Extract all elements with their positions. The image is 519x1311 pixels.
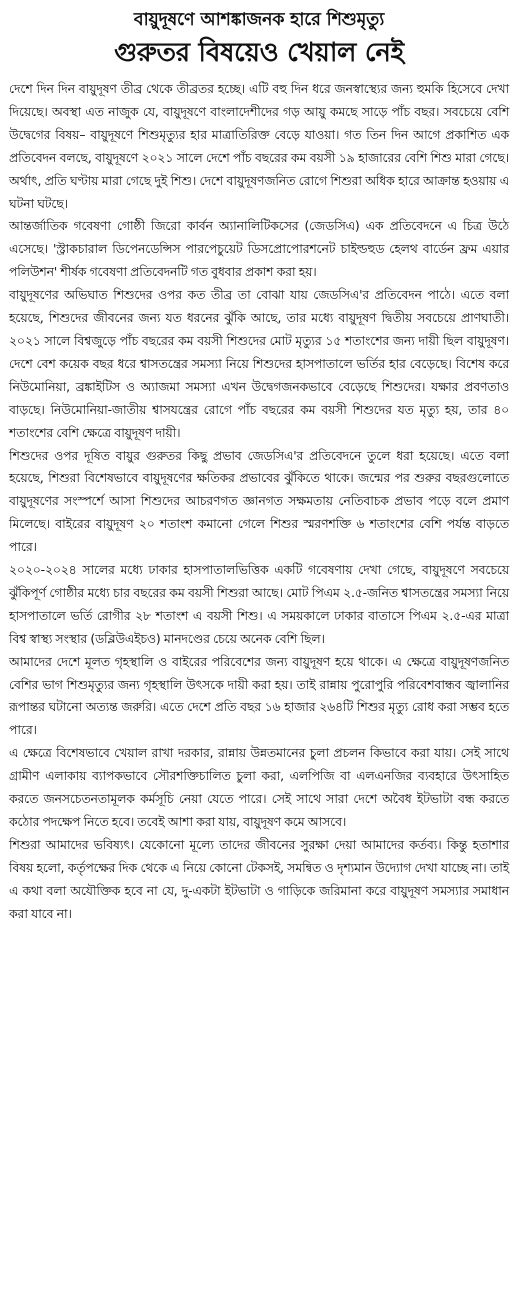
kicker-headline: বায়ুদূষণে আশঙ্কাজনক হারে শিশুমৃত্যু	[133, 10, 385, 30]
paragraph-7: এ ক্ষেত্রে বিশেষভাবে খেয়াল রাখা দরকার, রান্নায় উন্নতমানের চুলা প্রচলন কিভাবে করা যায়। সেই সাথে গ্রামীণ এলাকায় ব্যাপকভাবে সৌরশক্তিচালিত চুলা করা, এলপিজি বা এলএনজির ব্যবহারে উৎসাহিত করতে জনসচেতনতামূলক কর্মসূচি নেয়া যেতে পারে। সেই সাথে সারা দেশে অবৈধ ইটভাটা বন্ধ করতে কঠোর পদক্ষেপ নিতে হবে। তবেই আশা করা যায়, বায়ুদূষণ কমে আসবে।	[9, 745, 509, 829]
article-body	[9, 78, 509, 926]
paragraph-8: শিশুরা আমাদের ভবিষ্যৎ। যেকোনো মূল্যে তাদের জীবনের সুরক্ষা দেয়া আমাদের কর্তব্য। কিন্তু হতাশার বিষয় হলো, কর্তৃপক্ষের দিক থেকে এ নিয়ে কোনো টেকসই, সমন্বিত ও দৃশ্যমান উদ্যোগ দেখা যাচ্ছে না। তাই এ কথা বলা অযৌক্তিক হবে না যে, দু-একটা ইটভাটা ও গাড়িকে জরিমানা করে বায়ুদূষণ সমস্যার সমাধান করা যাবে না।	[9, 836, 509, 921]
paragraph-2: আন্তর্জাতিক গবেষণা গোষ্ঠী জিরো কার্বন অ্যানালিটিকসের (জেডসিএ) এক প্রতিবেদনে এ চিত্র উঠে এসেছে। 'স্ট্রাকচারাল ডিপেনডেন্সিস পারপেচুয়েট ডিসপ্রোপোরশনেট চাইল্ডহুড হেলথ বার্ডেন ফ্রম এয়ার পলিউশন' শীর্ষক গবেষণা প্রতিবেদনটি গত বুধবার প্রকাশ করা হয়।	[9, 218, 509, 280]
paragraph-3: বায়ুদূষণের অভিঘাত শিশুদের ওপর কত তীব্র তা বোঝা যায় জেডসিএ'র প্রতিবেদন পাঠে। এতে বলা হয়েছে, শিশুদের জীবনের জন্য যত ধরনের ঝুঁকি আছে, তার মধ্যে বায়ুদূষণ দ্বিতীয় সবচেয়ে প্রাণঘাতী। ২০২১ সালে বিশ্বজুড়ে পাঁচ বছরের কম বয়সী শিশুদের মোট মৃত্যুর ১৫ শতাংশের জন্য দায়ী ছিল বায়ুদূষণ। দেশে বেশ কয়েক বছর ধরে শ্বাসতন্ত্রের সমস্যা নিয়ে শিশুদের হাসপাতালে ভর্তির হার বেড়েছে। বিশেষ করে নিউমোনিয়া, ব্রঙ্কাইটিস ও অ্যাজমা সমস্যা এখন উদ্বেগজনকভাবে বেড়েছে শিশুদের। যক্ষার প্রবণতাও বাড়ছে। নিউমোনিয়া-জাতীয় শ্বাসযন্ত্রের রোগে পাঁচ বছরের কম বয়সী শিশুদের যত মৃত্যু হয়, তার ৪০ শতাংশের বেশি ক্ষেত্রে বায়ুদূষণ দায়ী।	[9, 287, 509, 440]
headline-block	[9, 6, 509, 72]
main-headline: গুরুতর বিষয়েও খেয়াল নেই	[114, 38, 404, 68]
paragraph-4: শিশুদের ওপর দূষিত বায়ুর গুরুতর কিছু প্রভাব জেডসিএ'র প্রতিবেদনে তুলে ধরা হয়েছে। এতে বলা হয়েছে, শিশুরা বিশেষভাবে বায়ুদূষণের ক্ষতিকর প্রভাবের ঝুঁকিতে থাকে। জন্মের পর শুরুর বছরগুলোতে বায়ুদূষণের সংস্পর্শে আসা শিশুদের আচরণগত জ্ঞানগত সক্ষমতায় নেতিবাচক প্রভাব পড়ে বলে প্রমাণ মিলেছে। বাইরের বায়ুদূষণ ২০ শতাংশ কমানো গেলে শিশুর স্মরণশক্তি ৬ শতাংশের বেশি পর্যন্ত বাড়তে পারে।	[9, 447, 509, 555]
paragraph-6: আমাদের দেশে মূলত গৃহস্থালি ও বাইরের পরিবেশের জন্য বায়ুদূষণ হয়ে থাকে। এ ক্ষেত্রে বায়ুদূষণজনিত বেশির ভাগ শিশুমৃত্যুর জন্য গৃহস্থালি উৎসকে দায়ী করা হয়। তাই রান্নায় পুরোপুরি পরিবেশবান্ধব জ্বালানির রূপান্তর ঘটানো অত্যন্ত জরুরি। এতে দেশে প্রতি বছর ১৬ হাজার ২৬৪টি শিশুর মৃত্যু রোধ করা সম্ভব হতে পারে।	[9, 653, 509, 738]
paragraph-1: দেশে দিন দিন বায়ুদূষণ তীব্র থেকে তীব্রতর হচ্ছে। এটি বহু দিন ধরে জনস্বাস্থ্যের জন্য হুমকি হিসেবে দেখা দিয়েছে। অবস্থা এত নাজুক যে, বায়ুদূষণে বাংলাদেশীদের গড় আয়ু কমছে সাড়ে পাঁচ বছর। সবচেয়ে বেশি উদ্বেগের বিষয়– বায়ুদূষণে শিশুমৃত্যুর হার মাত্রাতিরিক্ত বেড়ে যাওয়া। গত তিন দিন আগে প্রকাশিত এক প্রতিবেদন বলছে, বায়ুদূষণে ২০২১ সালে দেশে পাঁচ বছরের কম বয়সী ১৯ হাজারের বেশি শিশু মারা গেছে। অর্থাৎ, প্রতি ঘণ্টায় মারা গেছে দুই শিশু। দেশে বায়ুদূষণজনিত রোগে শিশুরা অধিক হারে আক্রান্ত হওয়ায় এ ঘটনা ঘটছে।	[9, 81, 509, 211]
paragraph-5: ২০২০-২০২৪ সালের মধ্যে ঢাকার হাসপাতালভিত্তিক একটি গবেষণায় দেখা গেছে, বায়ুদূষণে সবচেয়ে ঝুঁকিপূর্ণ গোষ্ঠীর মধ্যে চার বছরের কম বয়সী শিশুরা আছে। মোট পিএম ২.৫-জনিত শ্বাসতন্ত্রের সমস্যা নিয়ে হাসপাতালে ভর্তি রোগীর ২৮ শতাংশ এ বয়সী শিশু। এ সময়কালে ঢাকার বাতাসে পিএম ২.৫-এর মাত্রা বিশ্ব স্বাস্থ্য সংস্থার (ডব্লিউএইচও) মানদণ্ডের চেয়ে অনেক বেশি ছিল।	[9, 562, 509, 646]
